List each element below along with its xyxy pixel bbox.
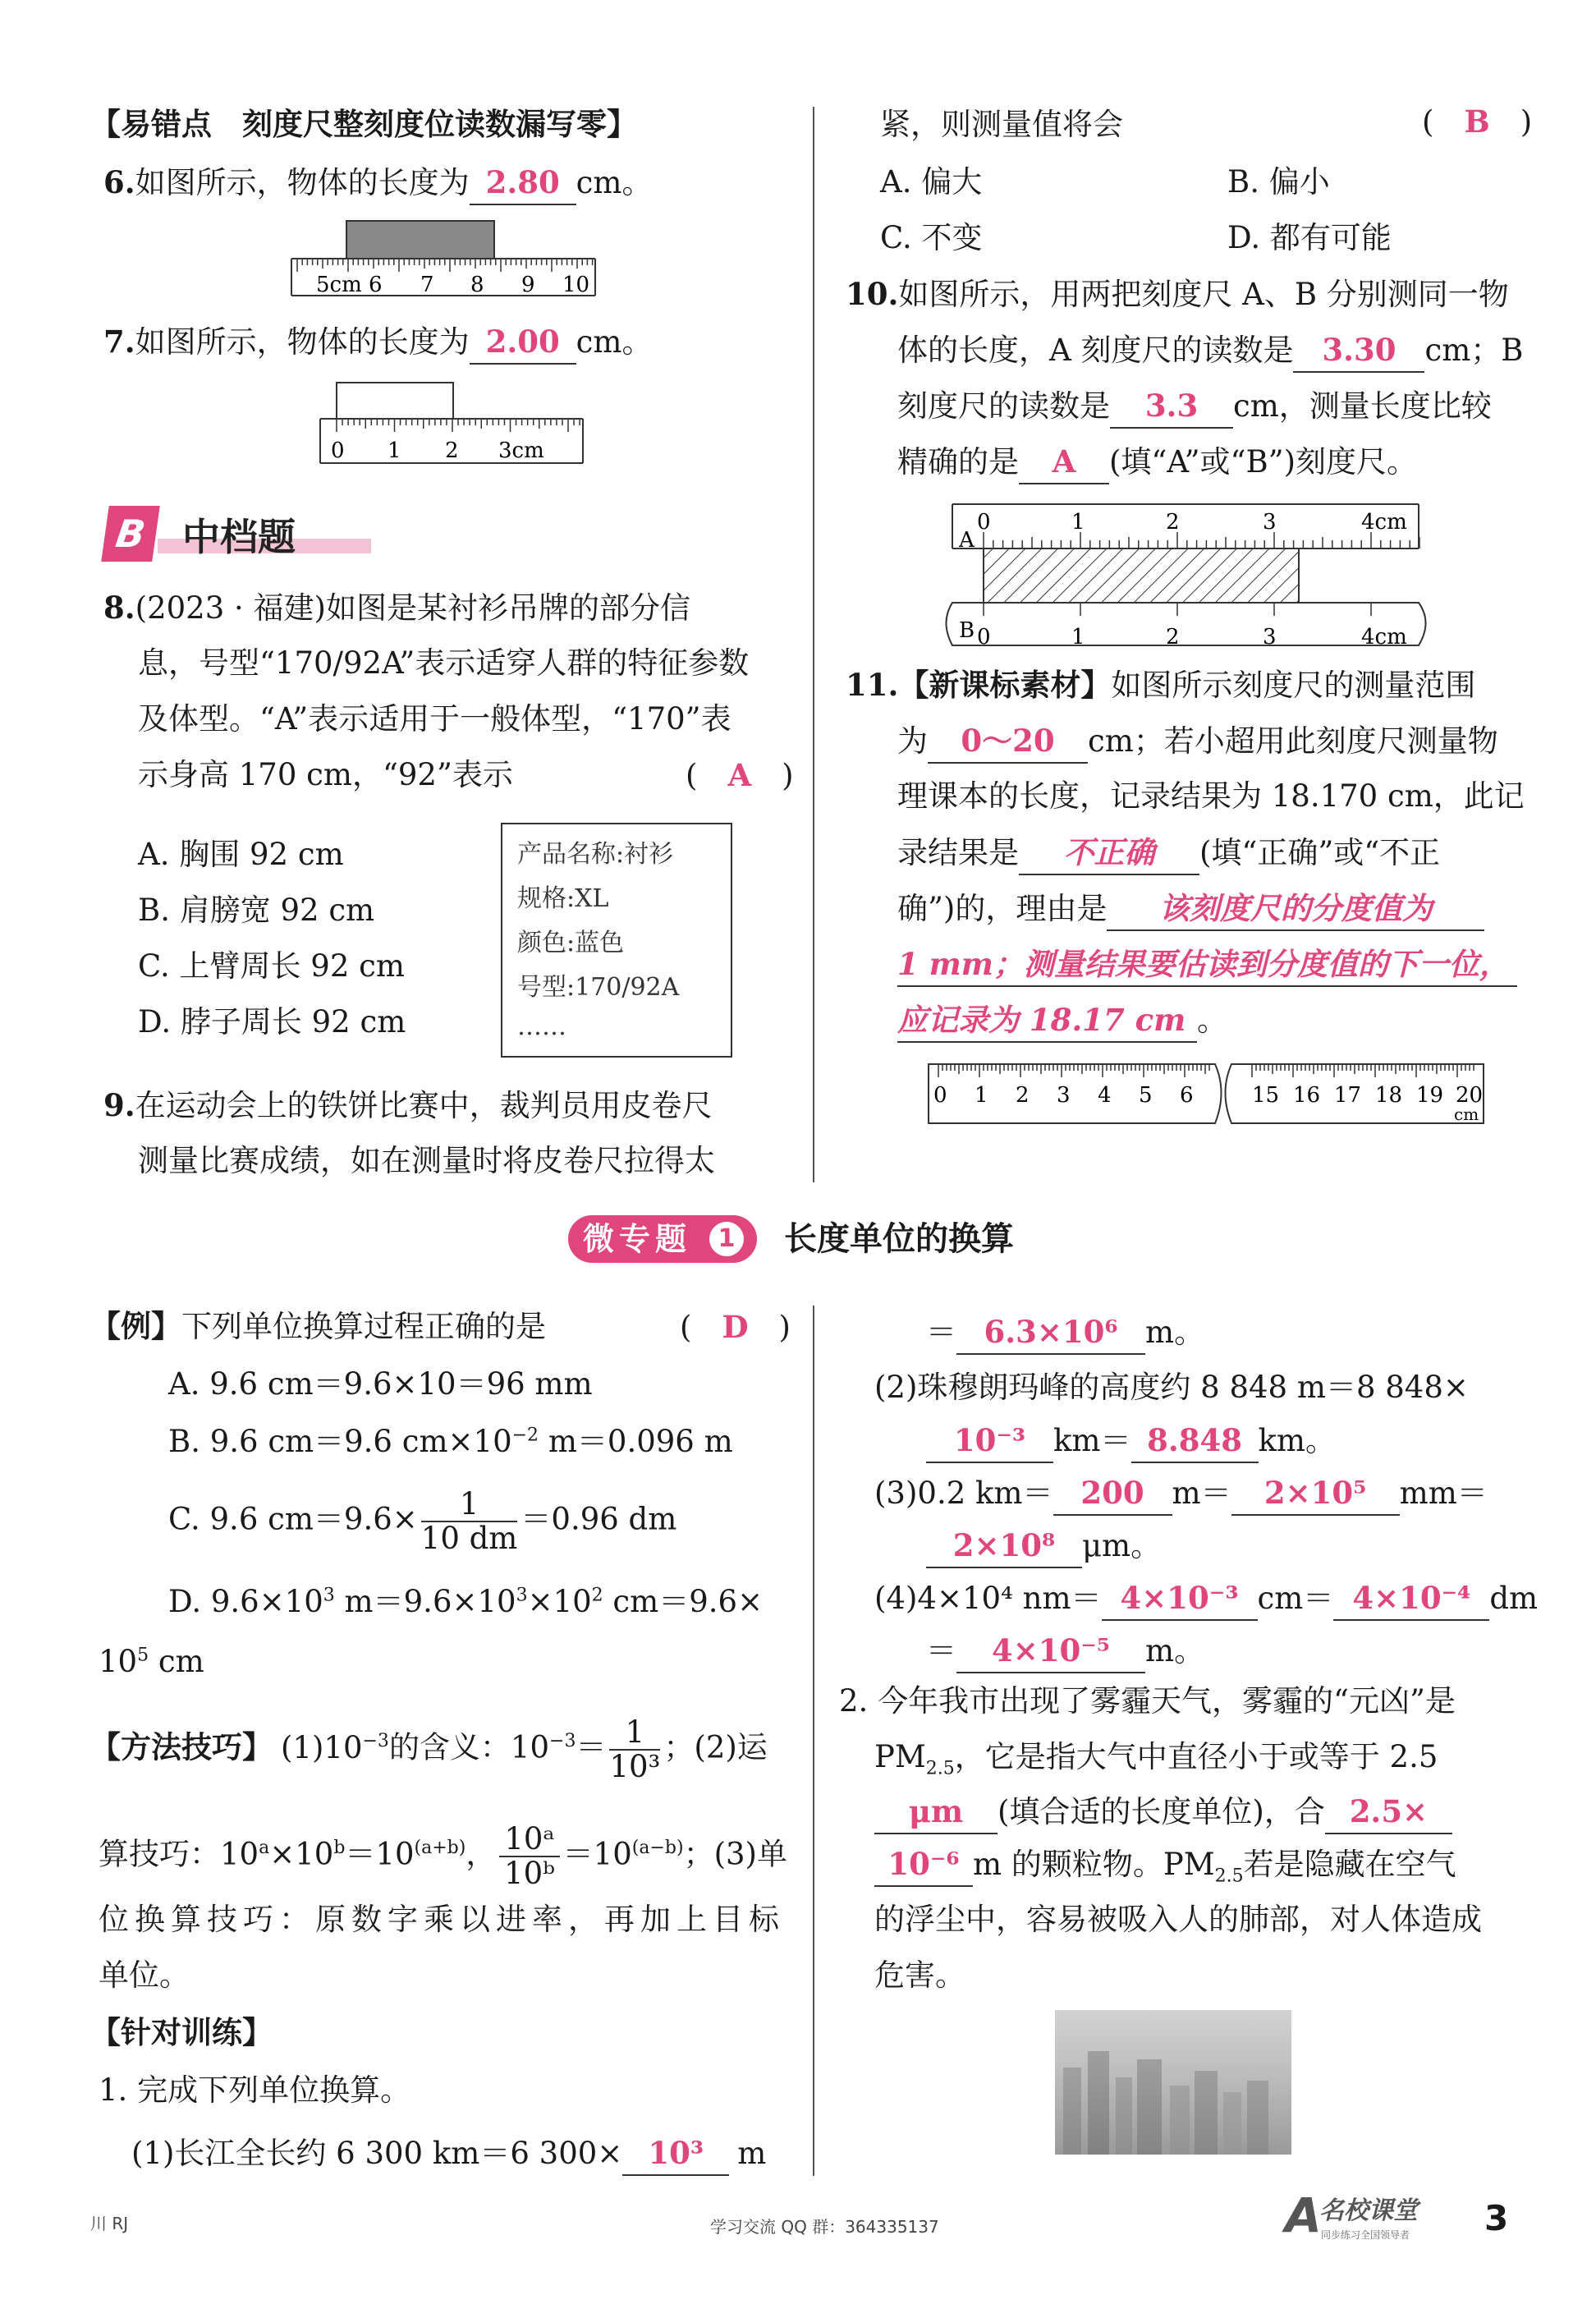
page-number: 3 bbox=[1484, 2198, 1509, 2238]
ruler-label: 7 bbox=[420, 273, 434, 297]
answer-1-4b: 4×10⁻⁴ bbox=[1333, 1577, 1489, 1621]
column-divider-top bbox=[813, 107, 814, 1182]
svg-text:19: 19 bbox=[1416, 1083, 1444, 1108]
object-block bbox=[346, 221, 494, 259]
svg-text:0: 0 bbox=[933, 1083, 947, 1108]
answer-11-b: 不正确 bbox=[1019, 831, 1199, 875]
question-8: 8.(2023 · 福建)如图是某衬衫吊牌的部分信 bbox=[103, 590, 690, 626]
clothing-tag: 产品名称:衬衫 规格:XL 颜色:蓝色 号型:170/92A …… bbox=[501, 823, 732, 1058]
answer-1-2a: 10⁻³ bbox=[926, 1419, 1053, 1463]
brand-subtitle: 同步练习全国领导者 bbox=[1321, 2229, 1410, 2241]
svg-text:3: 3 bbox=[1263, 625, 1277, 649]
answer-2-a: μm bbox=[874, 1790, 998, 1834]
ruler-label: 5cm 6 bbox=[316, 273, 383, 297]
answer-1-2b: 8.848 bbox=[1131, 1419, 1259, 1463]
brand-logo: A 名校课堂 同步练习全国领导者 bbox=[1285, 2187, 1418, 2243]
answer-1-3a: 200 bbox=[1053, 1471, 1172, 1516]
footer-left: 川 RJ bbox=[90, 2214, 129, 2233]
svg-text:cm: cm bbox=[1454, 1104, 1479, 1124]
option-c: C. 不变 bbox=[880, 220, 983, 255]
ruler-label: 9 bbox=[521, 273, 535, 297]
svg-text:6: 6 bbox=[1180, 1083, 1194, 1108]
svg-text:4cm: 4cm bbox=[1361, 510, 1407, 535]
option-b: B. 偏小 bbox=[1227, 164, 1330, 200]
footer-center: 学习交流 QQ 群：364335137 bbox=[710, 2217, 939, 2237]
answer-8: ( A ) bbox=[686, 757, 794, 793]
object-block bbox=[337, 383, 453, 419]
answer-1-4c: 4×10⁻⁵ bbox=[956, 1629, 1145, 1673]
object-block bbox=[984, 548, 1299, 603]
example-option-c: C. 9.6 cm＝9.6× $\frac{1}{10 dm}$ ＝0.96 dm bbox=[168, 1486, 677, 1556]
svg-text:0: 0 bbox=[977, 510, 991, 535]
ruler-q11 bbox=[924, 1059, 1490, 1141]
example-answer: ( D ) bbox=[680, 1309, 791, 1345]
example-question: 【例】下列单位换算过程正确的是 bbox=[90, 1309, 546, 1344]
section-title: 中档题 bbox=[182, 515, 296, 559]
answer-1-3c: 2×10⁸ bbox=[926, 1524, 1082, 1568]
ruler-label: 0 bbox=[331, 438, 345, 463]
answer-6: 2.80 bbox=[470, 161, 576, 205]
svg-text:1: 1 bbox=[975, 1083, 988, 1108]
example-option-d: D. $9.6\times 10^3$ $m=9.6\times 10^3\times 10^2$ cm＝9.6× bbox=[168, 1584, 764, 1619]
page: 【易错点 刻度尺整刻度位读数漏写零】 6.如图所示，物体的长度为 2.80 cm。 5cm 6 7 8 9 10 7.如图所示，物体的长度为 2.00 cm。 0 1 2 3cm B 中档题 8.(2023 · 福建)如图是某衬衫吊牌的部分信 息，号型“170/92A”表示适穿人群的特征参数 及体型。“A”表示适用于一般体型，“170”表 示身高 170 cm，“92”表示 ( A ) A. 胸围 92 cm B. 肩膀宽 92 cm C. 上臂周长 92 cm D. 脖子周长 92 cm 产品名称:衬衫 规格:XL 颜色:蓝色 号型:170/92A …… 9.在运动会上的铁饼比赛中，裁判员用皮卷尺 测量比赛成绩，如在测量时将皮卷尺拉得太 紧，则测量值将会 ( B ) A. 偏大 B. 偏小 C. 不变 D. 都有可能 10.如图所示，用两把刻度尺 A、B 分别测同一物 体的长度，A 刻度尺的读数是 3.30 cm；B 刻度尺的读数是 3.3 cm，测量长度比较 精确的是 A (填“A”或“B”)刻度尺。 A 0 1 2 3 4cm B 0 1 2 3 4cm 11.【新课标素材】如图所示刻度尺的测量范围 为 0～20 cm；若小超用此刻度尺测量物 理课本的长度，记录结果为 18.170 cm，此记 录结果是 不正确 (填“正确”或“不正 确”)的，理由是 该刻度尺的分度值为 1 mm；测量结果要估读到分度值的下一位， 应记录为 18.17 cm 。 0 1 2 3 4 5 6 15 16 17 18 19 20 cm 微专题 1 长度单位的换算 【例】下列单位换算过程正确的是 ( D ) A. 9.6 cm＝9.6×10＝96 mm B. 9.6 cm＝9.6 $cm\times 10^{-2}$ m＝0.096 m C. 9.6 cm＝9.6× $\frac{1}{10 dm}$ ＝0.96 dm D. $9.6\times 10^3$ $m=9.6\times 10^3\times 10^2$ cm＝9.6× $10^5$ cm 【方法技巧】 $(1)10^{-3}$的含义：$10^{-3}=$ $\frac{1}{\text{10³}}$ ；(2)运 算技巧：$10^a\times 10^b=10^{(a+b)}$， $\frac{\text{10ᵃ}}{\text{10ᵇ}}$ $=10^{(a-b)}$；(3)单 位换算技巧：原数字乘以进率，再加上目标 单位。 【针对训练】 1. 完成下列单位换算。 (1)长江全长约 6 300 km＝6 300× 10³ m ＝ 6.3×10⁶ m。 (2)珠穆朗玛峰的高度约 8 848 m＝8 848× 10⁻³ km＝ 8.848 km。 (3)0.2 km＝ 200 m＝ 2×10⁵ mm＝ 2×10⁸ μm。 (4)4×10⁴ nm＝ 4×10⁻³ cm＝ 4×10⁻⁴ dm ＝ 4×10⁻⁵ m。 2. 今年我市出现了雾霾天气，雾霾的“元凶”是 $PM_{2.5}$，它是指大气中直径小于或等于 2.5 μm (填合适的长度单位)，合 2.5× 10⁻⁶ m 的颗粒物。$PM_{2.5}$若是隐藏在空气 的浮尘中，容易被吸入人的肺部，对人体造成 危害。 川 RJ 学习交流 QQ 群：364335137 A 名校课堂 同步练习全国领导者 3 bbox=[0, 0, 1596, 2304]
svg-text:B: B bbox=[959, 618, 975, 643]
training-tag: 【针对训练】 bbox=[90, 2015, 273, 2050]
svg-text:2: 2 bbox=[1016, 1083, 1030, 1108]
material-tag: 【新课标素材】 bbox=[898, 668, 1112, 703]
option-c: C. 上臂周长 92 cm bbox=[138, 948, 405, 984]
question-9: 9.在运动会上的铁饼比赛中，裁判员用皮卷尺 bbox=[103, 1087, 713, 1123]
option-a: A. 胸围 92 cm bbox=[138, 837, 344, 872]
option-d: D. 脖子周长 92 cm bbox=[138, 1004, 406, 1040]
question-2: 2. 今年我市出现了雾霾天气，雾霾的“元凶”是 bbox=[839, 1683, 1456, 1719]
svg-text:17: 17 bbox=[1334, 1083, 1362, 1108]
option-d: D. 都有可能 bbox=[1227, 220, 1392, 255]
svg-text:5: 5 bbox=[1139, 1083, 1153, 1108]
answer-10-c: A bbox=[1019, 440, 1109, 484]
option-b: B. 肩膀宽 92 cm bbox=[138, 893, 375, 928]
question-7: 7.如图所示，物体的长度为 2.00 cm。 bbox=[103, 320, 652, 365]
section-header bbox=[100, 503, 379, 568]
ruler-q7 bbox=[316, 379, 587, 470]
section-badge: B bbox=[101, 506, 160, 562]
svg-text:0: 0 bbox=[977, 625, 991, 649]
svg-text:1: 1 bbox=[1071, 625, 1085, 649]
smog-photo bbox=[1055, 2010, 1291, 2155]
svg-text:20: 20 bbox=[1456, 1083, 1484, 1108]
example-option-b: B. 9.6 cm＝9.6 $cm\times 10^{-2}$ m＝0.096 m bbox=[168, 1424, 733, 1459]
svg-text:4: 4 bbox=[1098, 1083, 1112, 1108]
svg-text:3: 3 bbox=[1263, 510, 1277, 535]
question-11: 11.【新课标素材】如图所示刻度尺的测量范围 bbox=[846, 667, 1476, 703]
svg-text:A: A bbox=[959, 528, 975, 553]
ruler-label: 3cm bbox=[498, 438, 544, 463]
svg-text:18: 18 bbox=[1375, 1083, 1403, 1108]
option-a: A. 偏大 bbox=[880, 164, 983, 200]
answer-9: ( B ) bbox=[1422, 103, 1533, 140]
answer-1-4a: 4×10⁻³ bbox=[1102, 1577, 1258, 1621]
answer-11-a: 0～20 bbox=[928, 719, 1088, 764]
answer-1-1b: 6.3×10⁶ bbox=[956, 1310, 1145, 1355]
topic-title: 长度单位的换算 bbox=[784, 1220, 1014, 1258]
topic-badge: 微专题 1 bbox=[568, 1215, 757, 1263]
ruler-q10 bbox=[944, 499, 1429, 655]
column-divider-bottom bbox=[813, 1306, 814, 2176]
ruler-label: 1 bbox=[388, 438, 401, 463]
answer-10-a: 3.30 bbox=[1293, 328, 1424, 373]
method-tips: 【方法技巧】 $(1)10^{-3}$的含义：$10^{-3}=$ $\frac{1}{\text{10³}}$ ；(2)运 bbox=[90, 1714, 768, 1784]
answer-1-3b: 2×10⁵ bbox=[1231, 1471, 1400, 1516]
ruler-q6 bbox=[287, 218, 599, 308]
svg-text:2: 2 bbox=[1166, 625, 1180, 649]
answer-1-1a: 10³ bbox=[622, 2132, 729, 2176]
example-option-a: A. 9.6 cm＝9.6×10＝96 mm bbox=[168, 1366, 593, 1402]
question-10: 10.如图所示，用两把刻度尺 A、B 分别测同一物 bbox=[846, 276, 1509, 312]
ruler-label: 8 bbox=[470, 273, 484, 297]
svg-text:2: 2 bbox=[1166, 510, 1180, 535]
answer-11-c: 该刻度尺的分度值为 bbox=[1107, 887, 1484, 931]
ruler-label: 2 bbox=[445, 438, 459, 463]
svg-text:4cm: 4cm bbox=[1361, 625, 1407, 649]
svg-text:3: 3 bbox=[1057, 1083, 1071, 1108]
brand-name: 名校课堂 bbox=[1319, 2196, 1418, 2225]
ruler-label: 10 bbox=[562, 273, 590, 297]
svg-text:1: 1 bbox=[1071, 510, 1085, 535]
question-6: 6.如图所示，物体的长度为 2.80 cm。 bbox=[103, 161, 652, 205]
topic-badge-number: 1 bbox=[709, 1222, 744, 1256]
svg-text:15: 15 bbox=[1252, 1083, 1280, 1108]
answer-10-b: 3.3 bbox=[1110, 384, 1233, 429]
answer-2-b: 2.5× bbox=[1325, 1790, 1452, 1834]
answer-7: 2.00 bbox=[470, 320, 576, 365]
svg-text:16: 16 bbox=[1293, 1083, 1321, 1108]
tip-heading: 【易错点 刻度尺整刻度位读数漏写零】 bbox=[90, 107, 637, 142]
